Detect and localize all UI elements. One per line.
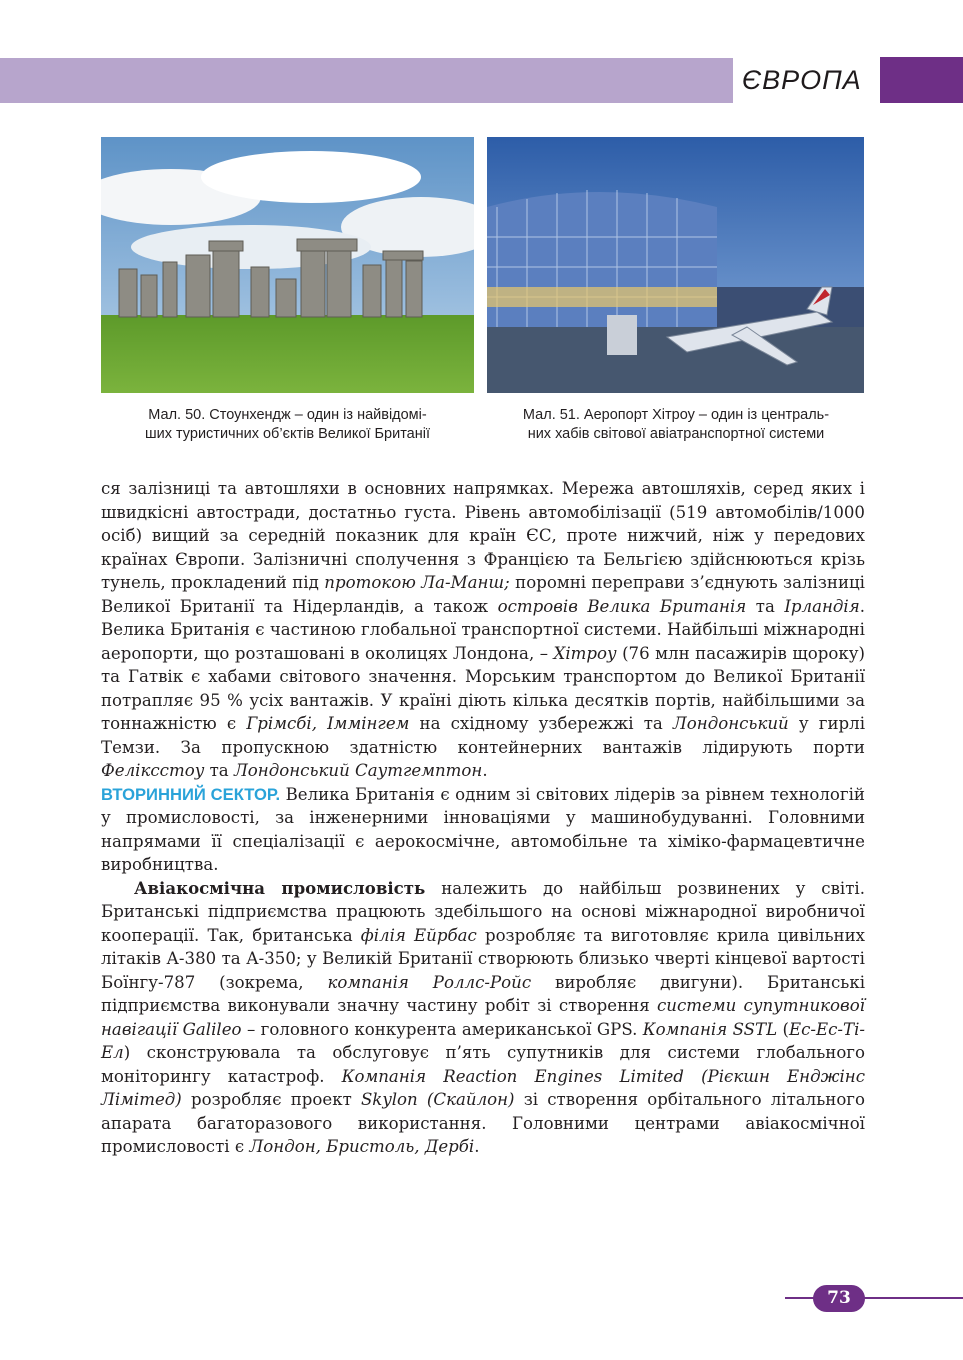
place-name: протокою Ла-Манш; [324, 573, 510, 592]
term-italic: Skylon (Скайлон) [360, 1090, 515, 1109]
caption-line: Мал. 50. Стоунхендж – один із найвідомі- [148, 407, 427, 423]
text-run: та [746, 596, 785, 616]
caption-line: Мал. 51. Аеропорт Хітроу – один із централь- [522, 407, 830, 423]
term-italic: системи супутникової навігації Galileo [101, 996, 865, 1039]
text-run: та [204, 761, 234, 780]
figure-50-caption [101, 406, 474, 444]
place-name: Ірландія [784, 596, 860, 616]
term-italic: Компанія SSTL [642, 1019, 778, 1039]
place-name: Хітроу [553, 643, 617, 663]
text-run: (76 млн пасажирів щороку) та Гатвік є хабами світового значення. Морським транспортом до Великої Британії потрапляє 95 % усіх вантажів. У країні діють кілька десятків портів, найбільшими за тоннажністю є [101, 643, 865, 733]
figure-51-caption [481, 406, 871, 444]
text-run: . [482, 761, 488, 780]
term-italic: компанія Роллс-Ройс [327, 972, 532, 992]
text-run: розробляє проект [181, 1090, 361, 1109]
text-run: ся залізниці та автошляхи в основних напрямках. Мережа автошляхів, серед яких і швидкісні автостради, достатньо густа. Рівень автомобілізації (519 автомобілів/1000 осіб) вищий за середній показник для країн ЄС, проте нижчий, ніж у передових країнах Європи. Залізничні сполучення з Францією та Бельгією здійснюються крізь тунель, прокладений під [101, 479, 865, 592]
caption-line: них хабів світової авіатранспортної системи [527, 426, 825, 442]
footer-rule [785, 1297, 963, 1299]
place-name: островів Велика Британія [497, 596, 747, 616]
page-number: 73 [813, 1285, 865, 1312]
text-run: Велика Британія є одним зі світових лідерів за рівнем технологій у промисловості, за інженерними інноваціями у машинобудуванні. Головними напрямами її спеціалізації є аерокосмічне, автомобільне та хіміко-фармацевтичне виробництва. [101, 784, 865, 874]
place-name: Лондон, Бристоль, Дербі [249, 1137, 475, 1156]
term-italic: філія Ейрбас [360, 925, 477, 945]
text-run: ) сконструювала та обслуговує п’ять супутників для системи глобального моніторингу катастроф. [101, 1043, 865, 1086]
text-run: належить до найбільш розвинених у світі. Британські підприємства працюють здебільшого на основі міжнародної виробничої кооперації. Так, британська [101, 878, 865, 945]
heathrow-airport-photo [487, 137, 864, 393]
place-name: Грімсбі, Іммінгем [246, 714, 410, 733]
place-name: Лондонський Саутгемптон [233, 761, 483, 780]
text-run: на східному узбережжі та [409, 714, 673, 733]
text-run: у гирлі Темзи. За пропускною здатністю контейнерних вантажів лідирують порти [101, 714, 866, 757]
term-italic: Компанія Reaction Engines Limited (Рієкшн Енджінс Лімітед) [101, 1066, 866, 1109]
place-name: Феліксстоу [101, 761, 205, 780]
text-run: . Велика Британія є частиною глобальної транспортної системи. Найбільші міжнародні аеропорти, що розташовані в околицях Лондона, – [101, 596, 866, 663]
text-run: – головного конкурента американської GPS. [241, 1019, 643, 1039]
text-run: поромні переправи з’єднують залізниці Великої Британії та Нідерландів, а також [101, 573, 865, 616]
text-run: . [474, 1137, 480, 1156]
paragraph-secondary-sector [101, 783, 865, 877]
paragraph-aerospace [101, 877, 865, 1159]
text-run: зі створення орбітального літального апарата багаторазового використання. Головними центрами авіакосмічної промисловості є [101, 1090, 865, 1156]
term-italic: Ес-Ес-Ті-Ел [101, 1019, 866, 1062]
stonehenge-photo [101, 137, 474, 393]
section-tab-marker [880, 57, 963, 103]
text-run: розробляє та виготовляє крила цивільних літаків А-380 та А-350; у Великій Британії створюють близько чверті кінцевої вартості Боїнгу-787 (зокрема, [101, 925, 865, 992]
place-name: Лондонський [672, 714, 789, 733]
text-run: ( [777, 1019, 789, 1039]
section-heading: ВТОРИННИЙ СЕКТОР. [101, 784, 281, 804]
section-title: ЄВРОПА [742, 65, 862, 95]
paragraph-transport [101, 477, 865, 783]
caption-line: ших туристичних об’єктів Великої Британії [144, 426, 430, 442]
text-run: виробляє двигуни). Британські підприємства виконували значну частину робіт зі створення [101, 972, 866, 1015]
term-bold: Авіакосмічна промисловість [134, 877, 426, 898]
header-band [0, 58, 733, 103]
body-text [101, 477, 865, 1159]
